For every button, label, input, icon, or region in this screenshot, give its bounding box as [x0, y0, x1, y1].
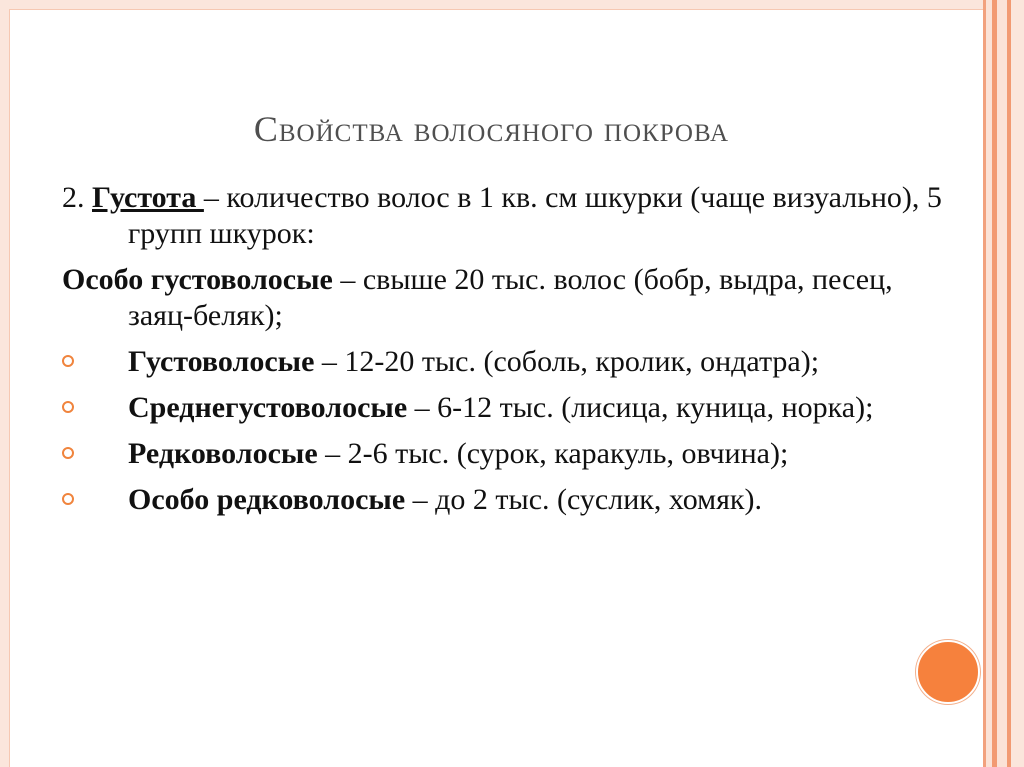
- list-item: [62, 436, 962, 472]
- ring-bullet-icon: [62, 447, 74, 459]
- term-very-dense: Особо густоволосые: [62, 263, 333, 296]
- ring-bullet-icon: [62, 493, 74, 505]
- ring-bullet-icon: [62, 355, 74, 367]
- list-item: [62, 344, 962, 380]
- term-density: Густота: [92, 181, 204, 214]
- paragraph-text: – свыше 20 тыс. волос (бобр, выдра, песец, заяц-беляк);: [128, 263, 893, 332]
- orange-circle-icon: [916, 640, 980, 704]
- frame-top-border: [9, 0, 983, 9]
- list-item: [62, 390, 962, 426]
- slide-title: Свойства волосяного покрова: [253, 109, 730, 149]
- list-item-term: Особо редковолосые: [128, 483, 406, 516]
- list-item-term: Среднегустоволосые: [128, 391, 408, 424]
- list-item-text: – 12-20 тыс. (соболь, кролик, ондатра);: [314, 345, 820, 378]
- paragraph-number: 2.: [62, 181, 92, 214]
- paragraph-density: [62, 180, 962, 252]
- list-item-text: – до 2 тыс. (суслик, хомяк).: [405, 483, 762, 516]
- slide-content: [62, 180, 962, 528]
- stripe-4: [997, 0, 1007, 767]
- ring-bullet-icon: [62, 401, 74, 413]
- paragraph-very-dense: [62, 262, 962, 334]
- paragraph-text: – количество волос в 1 кв. см шкурки (чаще визуально), 5 групп шкурок:: [128, 181, 942, 250]
- list-item-term: Редковолосые: [128, 437, 318, 470]
- list-item-text: – 2-6 тыс. (сурок, каракуль, овчина);: [317, 437, 789, 470]
- list-item-text: – 6-12 тыс. (лисица, куница, норка);: [407, 391, 874, 424]
- list-item-term: Густоволосые: [128, 345, 315, 378]
- list-item: [62, 482, 962, 518]
- stripe-6: [1011, 0, 1024, 767]
